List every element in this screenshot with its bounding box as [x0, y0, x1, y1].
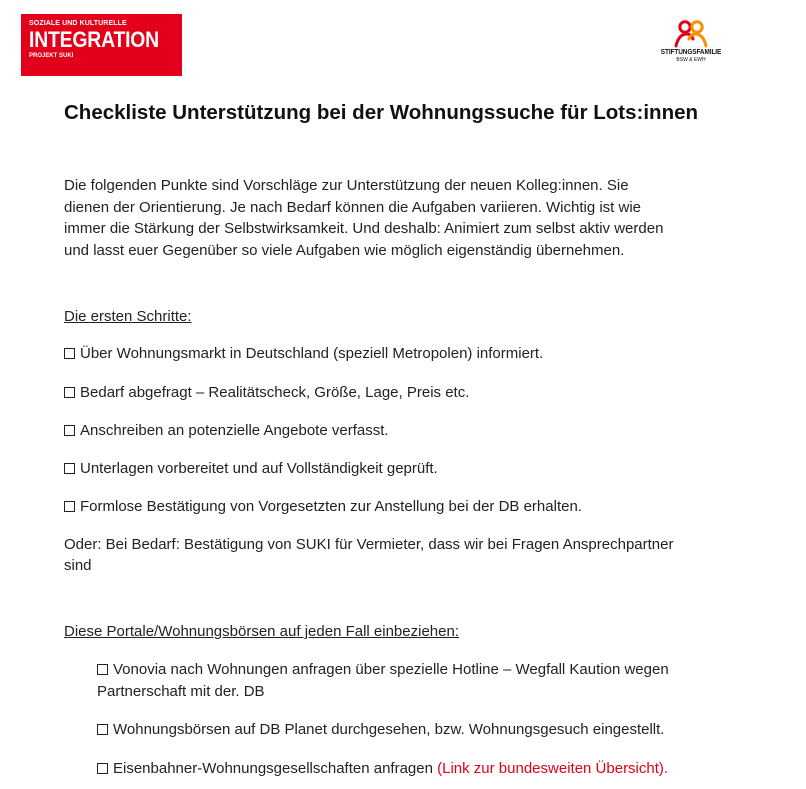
- bedarf-note: [64, 534, 764, 576]
- page-title: Checkliste Unterstützung bei der Wohnungssuche für Lots:innen: [64, 101, 699, 124]
- checklist-item-label: Formlose Bestätigung von Vorgesetzten zur Anstellung bei der DB erhalten.: [80, 498, 582, 515]
- intro-paragraph: [64, 175, 764, 261]
- stiftungsfamilie-logo: [646, 20, 736, 72]
- intro-line: und lasst euer Gegenüber so viele Aufgaben wie möglich eigenständig übernehmen.: [64, 241, 625, 259]
- checkbox[interactable]: [64, 463, 75, 474]
- overview-link[interactable]: (Link zur bundesweiten Übersicht).: [437, 760, 669, 777]
- integration-logo-bottom-line: PROJEKT SUKI: [29, 53, 74, 59]
- intro-line: dienen der Orientierung. Je nach Bedarf können die Aufgaben variieren. Wichtig ist wie: [64, 198, 642, 216]
- checkbox[interactable]: [64, 387, 75, 398]
- intro-line: Die folgenden Punkte sind Vorschläge zur Unterstützung der neuen Kolleg:innen. Sie: [64, 177, 629, 194]
- checklist-item-db-planet[interactable]: [97, 719, 664, 741]
- checklist-item-label: Anschreiben an potenzielle Angebote verfasst.: [80, 422, 389, 439]
- checklist-item[interactable]: [64, 382, 469, 404]
- checkbox[interactable]: [64, 501, 75, 512]
- two-people-icon: [671, 20, 711, 48]
- checkbox[interactable]: [64, 348, 75, 359]
- note-line: Oder: Bei Bedarf: Bestätigung von SUKI für Vermieter, dass wir bei Fragen Ansprechpartner: [64, 536, 674, 553]
- checkbox[interactable]: [97, 664, 108, 675]
- checklist-item-line: Partnerschaft mit der. DB: [97, 682, 265, 700]
- checkbox[interactable]: [97, 763, 108, 774]
- intro-line: immer die Stärkung der Selbstwirksamkeit. Und deshalb: Animiert zum selbst aktiv werden: [64, 220, 664, 237]
- checklist-item-vonovia[interactable]: [97, 659, 669, 702]
- checklist-item-line: [97, 659, 669, 681]
- note-line: sind: [64, 557, 92, 574]
- checklist-item[interactable]: [64, 420, 389, 442]
- checklist-item-label: Vonovia nach Wohnungen anfragen über spezielle Hotline – Wegfall Kaution wegen: [113, 661, 669, 678]
- checklist-item-label: Wohnungsbörsen auf DB Planet durchgesehen, bzw. Wohnungsgesuch eingestellt.: [113, 721, 665, 738]
- checklist-item-label: Über Wohnungsmarkt in Deutschland (speziell Metropolen) informiert.: [80, 345, 544, 362]
- checklist-item-label: Eisenbahner-Wohnungsgesellschaften anfragen: [113, 760, 438, 777]
- integration-logo: [21, 14, 182, 76]
- checklist-item-eisenbahner[interactable]: [97, 758, 668, 780]
- checklist-item-label: Unterlagen vorbereitet und auf Vollständigkeit geprüft.: [80, 460, 438, 477]
- section-heading-portals: Diese Portale/Wohnungsbörsen auf jeden Fall einbeziehen:: [64, 623, 459, 640]
- section-heading-first-steps: Die ersten Schritte:: [64, 308, 192, 325]
- checkbox[interactable]: [64, 425, 75, 436]
- checklist-item-label: Bedarf abgefragt – Realitätscheck, Größe, Lage, Preis etc.: [80, 384, 470, 401]
- integration-logo-top-line: SOZIALE UND KULTURELLE: [29, 20, 127, 27]
- checklist-item[interactable]: [64, 343, 543, 365]
- stiftungsfamilie-sub: BSW & EWH: [676, 57, 706, 63]
- checklist-item[interactable]: [64, 496, 582, 518]
- checkbox[interactable]: [97, 724, 108, 735]
- checklist-item[interactable]: [64, 458, 438, 480]
- stiftungsfamilie-name: STIFTUNGSFAMILIE: [660, 49, 722, 56]
- integration-logo-main: INTEGRATION: [29, 27, 159, 52]
